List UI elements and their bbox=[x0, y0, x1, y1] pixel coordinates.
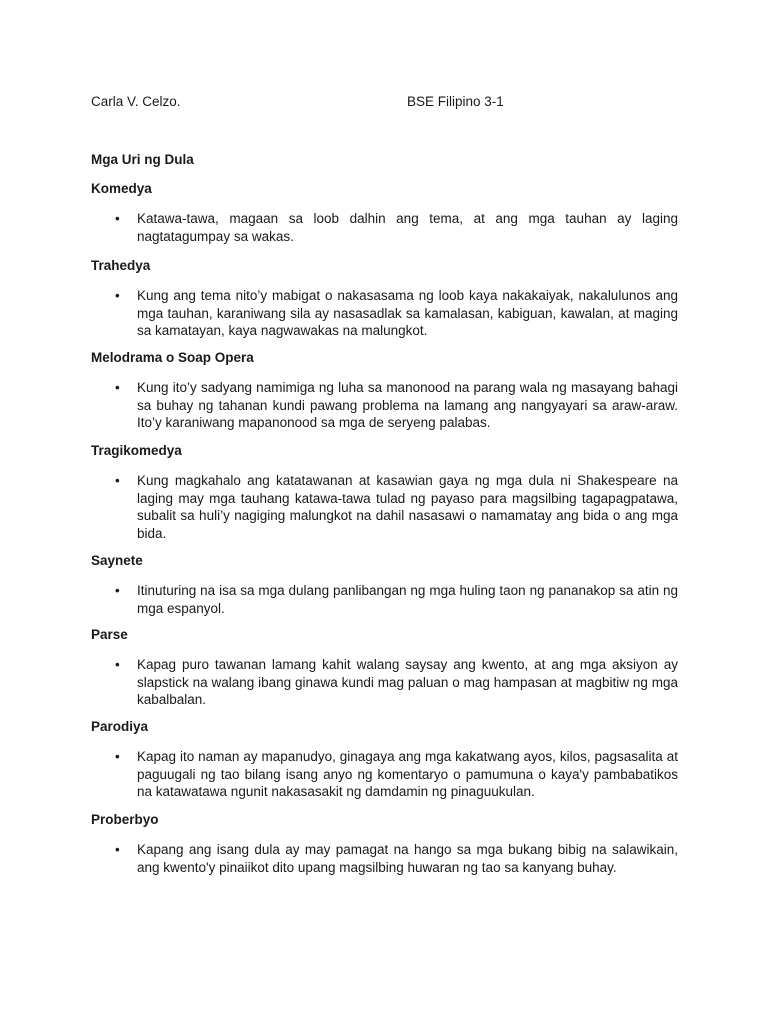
bullet-icon: • bbox=[115, 749, 120, 764]
bullet-text: Kapang ang isang dula ay may pamagat na hango sa mga bukang bibig na salawikain, ang kwento'y pinaiikot dito upang magsilbing huwaran ng tao sa kanyang buhay. bbox=[137, 842, 678, 875]
bullet-item bbox=[91, 472, 678, 542]
section-heading: Parodiya bbox=[91, 719, 149, 734]
bullet-text: Kapag ito naman ay mapanudyo, ginagaya ang mga kakatwang ayos, kilos, pagsasalita at paguugali ng tao bilang isang anyo ng komentaryo o pamumuna o kaya'y pambabatikos na katawatawa ngunit nakasasakit ng damdamin ng pinaguukulan. bbox=[137, 749, 678, 799]
section-melodrama bbox=[91, 349, 678, 432]
bullet-item bbox=[91, 379, 678, 432]
section-heading: Tragikomedya bbox=[91, 443, 182, 458]
section-proberbyo bbox=[91, 811, 678, 876]
section-tragikomedya bbox=[91, 442, 678, 542]
section-heading: Melodrama o Soap Opera bbox=[91, 350, 254, 365]
section-komedya bbox=[91, 180, 678, 245]
bullet-icon: • bbox=[115, 288, 120, 303]
bullet-icon: • bbox=[115, 842, 120, 857]
bullet-icon: • bbox=[115, 583, 120, 598]
bullet-icon: • bbox=[115, 473, 120, 488]
bullet-item bbox=[91, 210, 678, 245]
section-saynete bbox=[91, 552, 678, 617]
document-title: Mga Uri ng Dula bbox=[91, 152, 194, 167]
section-heading: Saynete bbox=[91, 553, 143, 568]
section-heading: Proberbyo bbox=[91, 812, 159, 827]
section-heading: Trahedya bbox=[91, 258, 151, 273]
author-name: Carla V. Celzo. bbox=[91, 94, 181, 109]
section-heading: Komedya bbox=[91, 181, 152, 196]
bullet-icon: • bbox=[115, 380, 120, 395]
course-section: BSE Filipino 3-1 bbox=[407, 94, 504, 109]
section-heading: Parse bbox=[91, 627, 128, 642]
bullet-text: Katawa-tawa, magaan sa loob dalhin ang tema, at ang mga tauhan ay laging nagtatagumpay sa wakas. bbox=[137, 211, 678, 244]
section-trahedya bbox=[91, 257, 678, 340]
bullet-item bbox=[91, 287, 678, 340]
document-header bbox=[91, 93, 691, 111]
bullet-icon: • bbox=[115, 657, 120, 672]
bullet-item bbox=[91, 841, 678, 876]
bullet-text: Kung magkahalo ang katatawanan at kasawian gaya ng mga dula ni Shakespeare na laging may mga tauhang katawa-tawa tulad ng payaso para magsilbing tagapagpatawa, subalit sa huli’y nagiging malungkot na dahil nasasawi o namamatay ang bida o ang mga bida. bbox=[137, 473, 678, 541]
bullet-item bbox=[91, 656, 678, 709]
bullet-item bbox=[91, 748, 678, 801]
section-parodiya bbox=[91, 718, 678, 801]
bullet-text: Itinuturing na isa sa mga dulang panlibangan ng mga huling taon ng pananakop sa atin ng mga espanyol. bbox=[137, 583, 678, 616]
bullet-text: Kapag puro tawanan lamang kahit walang saysay ang kwento, at ang mga aksiyon ay slapstick na walang ibang ginawa kundi mag paluan o mag hampasan at magbitiw ng mga kabalbalan. bbox=[137, 657, 678, 707]
bullet-text: Kung ang tema nito’y mabigat o nakasasama ng loob kaya nakakaiyak, nakalulunos ang mga tauhan, karaniwang sila ay nasasadlak sa kamalasan, kabiguan, kawalan, at maging sa kamatayan, kaya nagwawakas na malungkot. bbox=[137, 288, 678, 338]
bullet-item bbox=[91, 582, 678, 617]
bullet-icon: • bbox=[115, 211, 120, 226]
bullet-text: Kung ito’y sadyang namimiga ng luha sa manonood na parang wala ng masayang bahagi sa buhay ng tahanan kundi pawang problema na lamang ang nangyayari sa araw-araw. Ito’y karaniwang mapanonood sa mga de seryeng palabas. bbox=[137, 380, 678, 430]
section-parse bbox=[91, 626, 678, 709]
